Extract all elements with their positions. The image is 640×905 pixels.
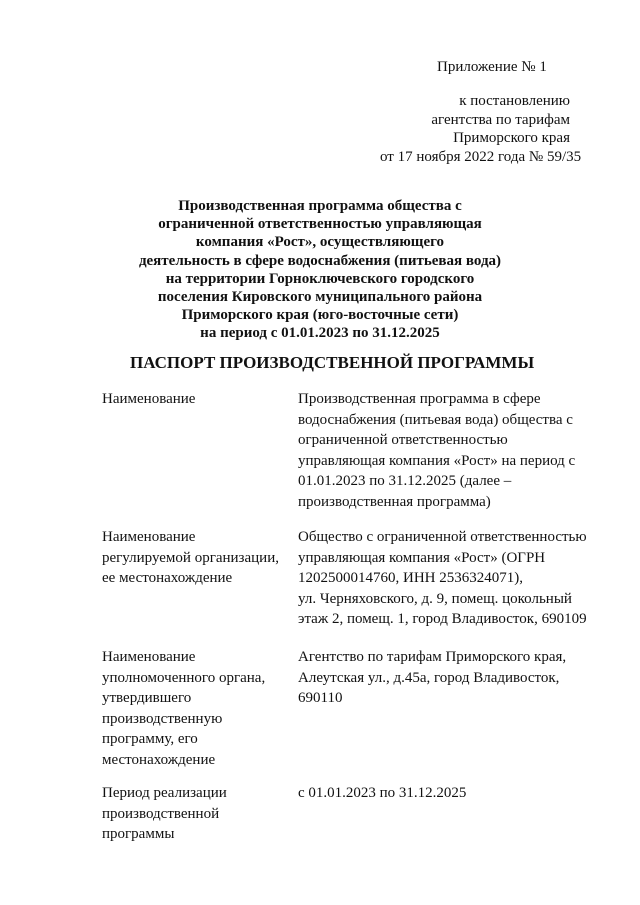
value-line: Агентство по тарифам Приморского края,: [298, 649, 567, 665]
label-line: производственную: [102, 710, 223, 727]
row-value: [298, 389, 618, 512]
appendix-line: к постановлению: [459, 93, 570, 109]
heading-line: ограниченной ответственностью управляющая: [158, 216, 482, 233]
document-heading: [120, 197, 520, 343]
value-line: Общество с ограниченной ответственностью: [298, 529, 587, 545]
row-value: [298, 783, 618, 804]
label-line: утвердившего: [102, 690, 192, 706]
label-line: уполномоченного органа,: [102, 669, 266, 686]
label-line: Период реализации: [102, 785, 227, 801]
label-line: производственной: [102, 805, 220, 822]
label-line: ее местонахождение: [102, 570, 233, 586]
value-line: Производственная программа в сфере: [298, 391, 541, 407]
value-line: Алеутская ул., д.45а, город Владивосток,: [298, 669, 560, 686]
value-line: ул. Черняховского, д. 9, помещ. цокольный: [298, 590, 572, 607]
heading-line: компания «Рост», осуществляющего: [195, 234, 445, 251]
heading-line: Производственная программа общества с: [178, 198, 462, 214]
row-value: [298, 527, 618, 630]
value-line: 01.01.2023 по 31.12.2025 (далее –: [298, 473, 512, 489]
row-label: [102, 783, 287, 845]
value-line: водоснабжения (питьевая вода) общества с: [298, 411, 573, 428]
heading-line: на период с 01.01.2023 по 31.12.2025: [200, 325, 440, 342]
value-line: этаж 2, помещ. 1, город Владивосток, 690109: [298, 611, 587, 627]
appendix-reference: [380, 92, 582, 166]
label-line: программы: [102, 826, 175, 842]
row-value: [298, 647, 618, 709]
value-line: управляющая компания «Рост» (ОГРН: [298, 549, 546, 566]
label-line: местонахождение: [102, 751, 216, 768]
value-line: с 01.01.2023 по 31.12.2025: [298, 785, 467, 801]
label-line: Наименование: [102, 649, 196, 665]
row-label: [102, 647, 287, 770]
row-label: [102, 389, 287, 410]
appendix-line: Приморского края: [453, 130, 570, 146]
label-line: регулируемой организации,: [102, 549, 279, 566]
label-line: программу, его: [102, 731, 198, 747]
value-line: ограниченной ответственностью: [298, 432, 508, 448]
heading-line: на территории Горноключевского городского: [165, 270, 475, 287]
heading-line: Приморского края (юго-восточные сети): [181, 307, 459, 324]
appendix-line: от 17 ноября 2022 года № 59/35: [380, 148, 582, 165]
appendix-line: агентства по тарифам: [431, 111, 570, 128]
value-line: 690110: [298, 690, 343, 706]
value-line: управляющая компания «Рост» на период с: [298, 452, 576, 469]
label-line: Наименование: [102, 529, 196, 545]
label-line: Наименование: [102, 391, 196, 407]
passport-title: ПАСПОРТ ПРОИЗВОДСТВЕННОЙ ПРОГРАММЫ: [130, 353, 535, 372]
row-label: [102, 527, 287, 589]
heading-line: поселения Кировского муниципального района: [157, 289, 483, 306]
heading-line: деятельность в сфере водоснабжения (питьевая вода): [138, 252, 502, 269]
value-line: 1202500014760, ИНН 2536324071),: [298, 570, 523, 586]
value-line: производственная программа): [298, 493, 491, 510]
appendix-title: Приложение № 1: [437, 59, 547, 75]
